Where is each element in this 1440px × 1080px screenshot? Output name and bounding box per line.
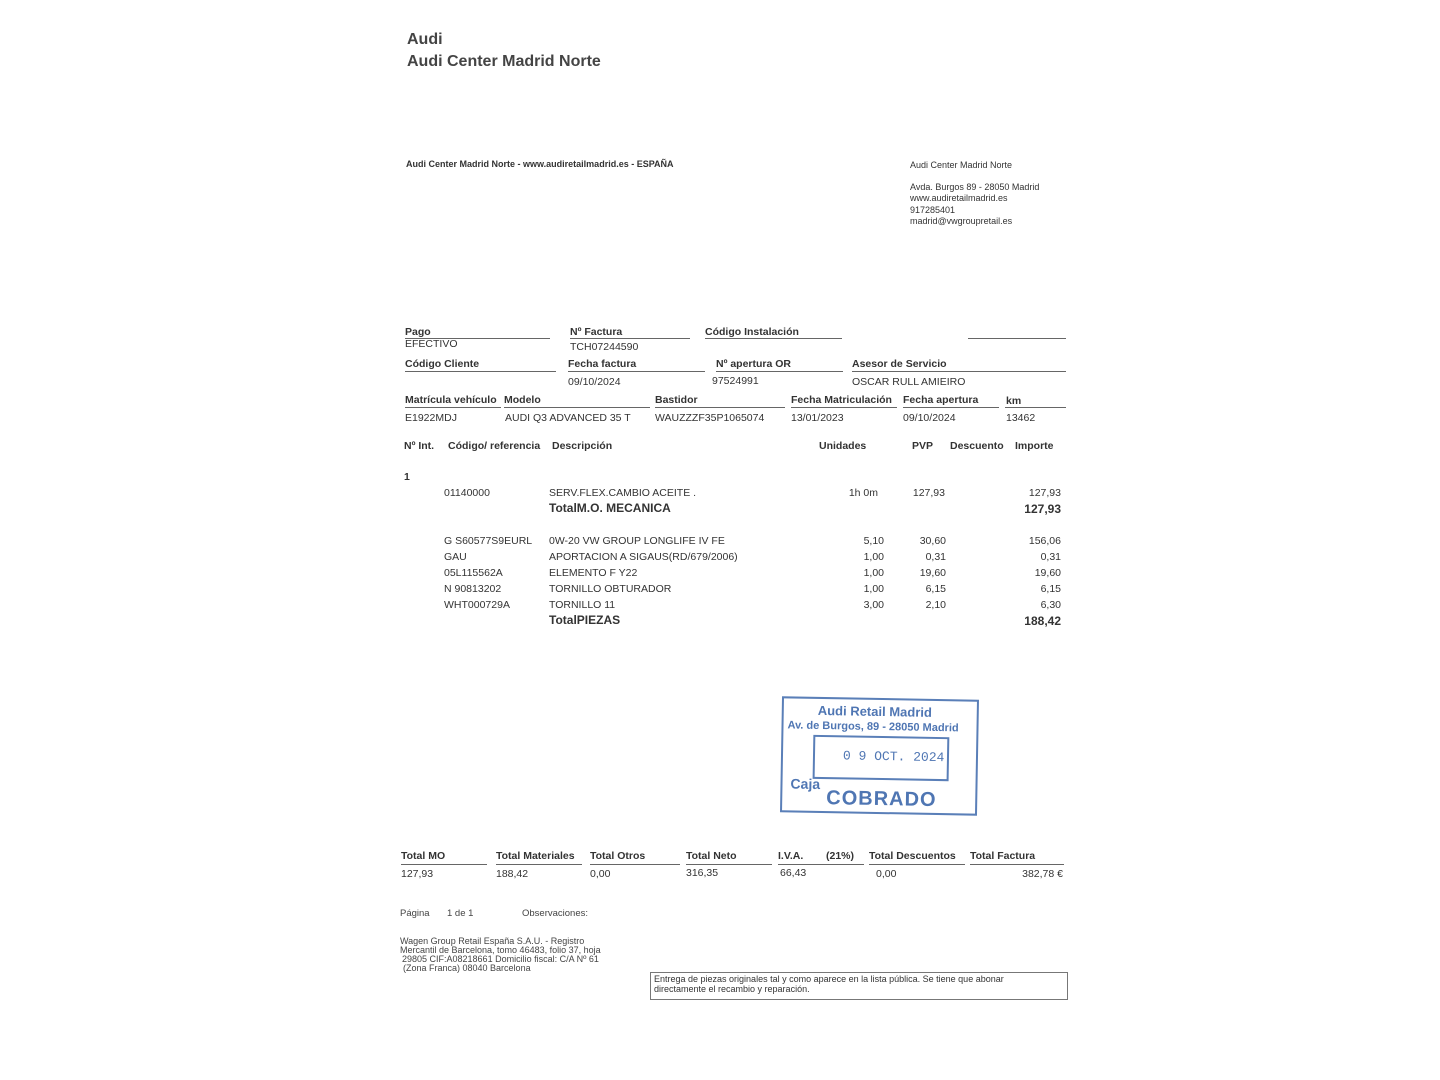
row-description: ELEMENTO F Y22 (549, 567, 638, 579)
row-units: 3,00 (863, 599, 884, 611)
row-description: 0W-20 VW GROUP LONGLIFE IV FE (549, 535, 725, 547)
total-neto-label: Total Neto (686, 850, 737, 862)
row-code: N 90813202 (444, 583, 502, 595)
modelo-value: AUDI Q3 ADVANCED 35 T (505, 412, 631, 424)
matricula-label: Matrícula vehículo (405, 394, 497, 406)
address-line: Avda. Burgos 89 - 28050 Madrid (910, 182, 1040, 192)
underline (590, 864, 680, 865)
underline (686, 864, 772, 865)
legal-line: 29805 CIF:A08218661 Domicilio fiscal: C/A Nº 61 (402, 954, 599, 964)
stamp-status: COBRADO (826, 787, 937, 812)
row-description: TORNILLO 11 (549, 599, 616, 611)
parts-total-label: TotalPIEZAS (549, 613, 621, 627)
modelo-label: Modelo (504, 394, 541, 406)
stamp-caja: Caja (790, 775, 821, 792)
cliente-label: Código Cliente (405, 358, 480, 370)
total-otros-label: Total Otros (590, 850, 646, 862)
stamp-date-box (813, 735, 950, 781)
parts-total-value: 188,42 (1024, 614, 1061, 628)
total-factura-label: Total Factura (970, 850, 1036, 862)
legal-line: (Zona Franca) 08040 Barcelona (403, 963, 531, 973)
row-code: G S60577S9EURL (444, 535, 533, 547)
labor-total-value: 127,93 (1024, 502, 1061, 516)
underline (655, 407, 785, 408)
underline (791, 407, 897, 408)
underline (504, 407, 650, 408)
total-descuentos-label: Total Descuentos (869, 850, 956, 862)
total-materiales-value: 188,42 (496, 868, 529, 880)
fecha-factura-value: 09/10/2024 (568, 376, 621, 388)
address-line: Audi Center Madrid Norte (910, 160, 1013, 170)
underline (496, 864, 582, 865)
pagina-value: 1 de 1 (447, 908, 474, 919)
observaciones-label: Observaciones: (522, 908, 589, 919)
address-line: 917285401 (910, 205, 956, 215)
underline (705, 338, 842, 339)
underline (1005, 407, 1066, 408)
total-mo-value: 127,93 (401, 868, 434, 880)
underline (968, 338, 1066, 339)
row-importe: 6,15 (1040, 583, 1061, 595)
row-importe: 0,31 (1040, 551, 1061, 563)
underline (903, 407, 999, 408)
underline (401, 864, 487, 865)
apertura-or-label: Nº apertura OR (716, 358, 792, 370)
row-pvp: 30,60 (919, 535, 946, 547)
pago-value: EFECTIVO (405, 338, 458, 350)
labor-total-label: TotalM.O. MECANICA (549, 501, 671, 515)
col-unidades: Unidades (819, 440, 867, 452)
underline (869, 864, 965, 865)
row-code: 05L115562A (444, 567, 503, 579)
col-nint: Nº Int. (404, 440, 435, 452)
group-number: 1 (404, 471, 410, 483)
asesor-value: OSCAR RULL AMIEIRO (852, 376, 966, 388)
row-units: 5,10 (863, 535, 884, 547)
underline (568, 371, 705, 372)
row-description: TORNILLO OBTURADOR (549, 583, 672, 595)
iva-percent: (21%) (826, 850, 855, 862)
pago-label: Pago (405, 326, 431, 338)
row-importe: 127,93 (1028, 487, 1061, 499)
underline (716, 371, 843, 372)
col-pvp: PVP (912, 440, 934, 452)
row-importe: 19,60 (1034, 567, 1061, 579)
asesor-label: Asesor de Servicio (852, 358, 947, 370)
dealer-header-line: Audi Center Madrid Norte - www.audiretailmadrid.es - ESPAÑA (406, 159, 674, 169)
pagina-label: Página (400, 908, 430, 919)
row-pvp: 127,93 (912, 487, 945, 499)
bastidor-label: Bastidor (655, 394, 698, 406)
row-units: 1,00 (863, 583, 884, 595)
matricula-value: E1922MDJ (405, 412, 457, 424)
iva-label: I.V.A. (778, 850, 804, 862)
stamp-date: 0 9 OCT. 2024 (842, 748, 945, 766)
row-description: APORTACION A SIGAUS(RD/679/2006) (549, 551, 738, 563)
row-importe: 6,30 (1040, 599, 1061, 611)
col-codigo: Código/ referencia (448, 440, 541, 452)
col-descuento: Descuento (950, 440, 1004, 452)
legal-line: Wagen Group Retail España S.A.U. - Registro (400, 936, 585, 946)
total-mo-label: Total MO (401, 850, 446, 862)
col-importe: Importe (1015, 440, 1054, 452)
stamp-company: Audi Retail Madrid (817, 702, 933, 720)
km-label: km (1006, 395, 1022, 407)
row-code: GAU (444, 551, 467, 563)
dealer-name: Audi Center Madrid Norte (407, 53, 601, 70)
apertura-or-value: 97524991 (712, 375, 759, 387)
brand-name: Audi (407, 31, 443, 48)
underline (405, 371, 556, 372)
fecha-apertura-label: Fecha apertura (903, 394, 979, 406)
row-pvp: 2,10 (925, 599, 946, 611)
row-units: 1,00 (863, 567, 884, 579)
payment-stamp (780, 696, 979, 815)
bastidor-value: WAUZZZF35P1065074 (655, 412, 765, 424)
row-code: 01140000 (444, 487, 490, 499)
row-pvp: 19,60 (919, 567, 946, 579)
underline (970, 864, 1064, 865)
total-descuentos-value: 0,00 (876, 868, 897, 880)
row-pvp: 0,31 (925, 551, 946, 563)
fecha-matriculacion-value: 13/01/2023 (791, 412, 844, 424)
row-code: WHT000729A (444, 599, 510, 611)
factura-value: TCH07244590 (570, 341, 639, 353)
total-factura-value: 382,78 € (1022, 868, 1063, 880)
parts-notice-box (650, 972, 1068, 1000)
fecha-apertura-value: 09/10/2024 (903, 412, 956, 424)
underline (570, 338, 690, 339)
total-materiales-label: Total Materiales (496, 850, 575, 862)
row-importe: 156,06 (1028, 535, 1061, 547)
km-value: 13462 (1006, 412, 1036, 424)
row-pvp: 6,15 (925, 583, 946, 595)
factura-label: Nº Factura (570, 326, 623, 338)
iva-value: 66,43 (780, 867, 807, 879)
fecha-factura-label: Fecha factura (568, 358, 637, 370)
instalacion-label: Código Instalación (705, 326, 799, 338)
fecha-matriculacion-label: Fecha Matriculación (791, 394, 892, 406)
row-description: SERV.FLEX.CAMBIO ACEITE . (549, 487, 697, 499)
underline (852, 371, 1066, 372)
address-line: madrid@vwgroupretail.es (910, 216, 1013, 226)
legal-line: Mercantil de Barcelona, tomo 46483, folio 37, hoja (400, 945, 601, 955)
row-units: 1h 0m (848, 487, 878, 499)
underline (778, 864, 864, 865)
total-neto-value: 316,35 (686, 867, 719, 879)
stamp-address: Av. de Burgos, 89 - 28050 Madrid (787, 719, 959, 735)
total-otros-value: 0,00 (590, 868, 611, 880)
address-line: www.audiretailmadrid.es (910, 193, 1008, 203)
notice-line: directamente el recambio y reparación. (654, 984, 810, 994)
underline (405, 407, 501, 408)
row-units: 1,00 (863, 551, 884, 563)
col-descripcion: Descripción (552, 440, 613, 452)
notice-line: Entrega de piezas originales tal y como aparece en la lista pública. Se tiene que abonar (654, 974, 1004, 984)
